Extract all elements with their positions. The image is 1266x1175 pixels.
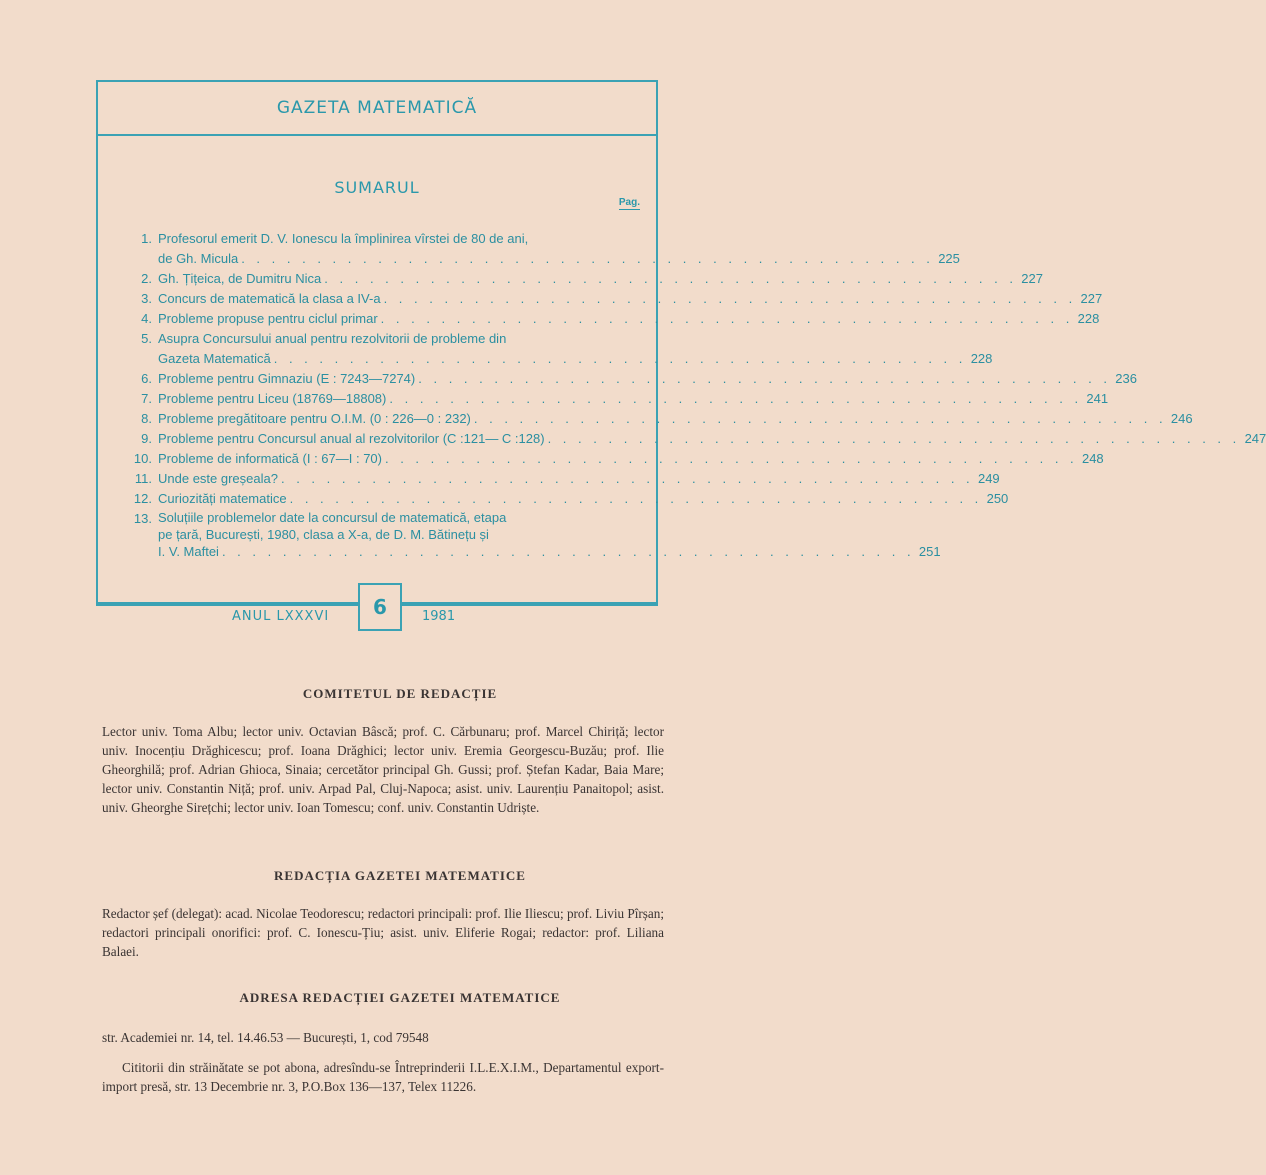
toc-item-title: Probleme pentru Liceu (18769—18808) bbox=[158, 391, 387, 406]
toc-item-number: 6. bbox=[141, 371, 152, 386]
toc-item-number: 10. bbox=[133, 451, 152, 466]
toc-leader-dots bbox=[271, 349, 967, 369]
toc-item-number: 2. bbox=[141, 271, 152, 286]
toc-leader-dots bbox=[278, 469, 974, 489]
toc-item-page: 247 bbox=[1244, 431, 1266, 446]
toc-item-page: 236 bbox=[1115, 371, 1137, 386]
toc-item-number: 9. bbox=[141, 431, 152, 446]
toc-item bbox=[120, 309, 1100, 329]
toc-leader-dots bbox=[545, 429, 1241, 449]
toc-item-page: 227 bbox=[1021, 271, 1043, 286]
toc-leader-dots bbox=[415, 369, 1111, 389]
journal-title: GAZETA MATEMATICĂ bbox=[98, 82, 656, 136]
toc-item-number: 13. bbox=[133, 511, 152, 526]
toc-item bbox=[120, 469, 1000, 489]
toc-leader-dots bbox=[378, 309, 1074, 329]
toc-item bbox=[120, 489, 1009, 509]
toc-item-title: Gh. Țițeica, de Dumitru Nica bbox=[158, 271, 322, 286]
committee-title: COMITETUL DE REDACȚIE bbox=[302, 686, 498, 701]
toc-item-number: 7. bbox=[141, 391, 152, 406]
volume-label: ANUL LXXXVI bbox=[232, 609, 330, 624]
editorial-title: REDACȚIA GAZETEI MATEMATICE bbox=[274, 868, 526, 883]
toc-item-title: I. V. Maftei bbox=[158, 544, 219, 559]
toc-item bbox=[120, 289, 1103, 309]
toc-leader-dots bbox=[321, 269, 1017, 289]
toc-item-title: Profesorul emerit D. V. Ionescu la împlinirea vîrstei de 80 de ani, bbox=[158, 231, 529, 246]
toc-item-number: 12. bbox=[133, 491, 152, 506]
contents-box bbox=[96, 80, 1266, 604]
toc-item-page: 227 bbox=[1080, 291, 1103, 306]
toc-item-number: 4. bbox=[141, 311, 152, 326]
toc-item-page: 241 bbox=[1086, 391, 1109, 406]
toc-item-title: Asupra Concursului anual pentru rezolvitorii de probleme din bbox=[158, 331, 507, 346]
toc-item-page: 248 bbox=[1081, 451, 1104, 466]
toc-item bbox=[120, 449, 1104, 469]
page-column-label: Pag. bbox=[618, 197, 640, 208]
toc-item-title: Unde este greșeala? bbox=[158, 471, 278, 486]
toc-item-page: 228 bbox=[1077, 311, 1100, 326]
toc-item-number: 3. bbox=[141, 291, 152, 306]
toc-item-page: 249 bbox=[977, 471, 1000, 486]
issue-year: 1981 bbox=[422, 609, 456, 624]
toc-leader-dots bbox=[381, 289, 1077, 309]
toc-item-page: 250 bbox=[986, 491, 1009, 506]
toc-item-number: 11. bbox=[134, 471, 152, 486]
summary-title: SUMARUL bbox=[334, 178, 420, 197]
toc-item-title: Probleme propuse pentru ciclul primar bbox=[158, 311, 378, 326]
toc-item-page: 251 bbox=[918, 544, 941, 559]
toc-leader-dots bbox=[287, 489, 983, 509]
toc-item-title: de Gh. Micula bbox=[158, 251, 239, 266]
toc-item bbox=[120, 229, 960, 269]
toc-leader-dots bbox=[238, 249, 934, 269]
toc-leader-dots bbox=[219, 543, 915, 560]
toc-item-title: Probleme pentru Concursul anual al rezolvitorilor (C :121— C :128) bbox=[158, 431, 545, 446]
toc-item-title: Gazeta Matematică bbox=[158, 351, 271, 366]
abroad-subscription-text: Cititorii din străinătate se pot abona, adresîndu-se Întreprinderii I.L.E.X.I.M., Departamentul export-import presă, str. 13 Decembrie nr. 3, P.O.Box 136—137, Telex 11226. bbox=[102, 1060, 664, 1094]
toc-item-number: 1. bbox=[141, 231, 152, 246]
toc-item-number: 5. bbox=[141, 331, 152, 346]
toc-item-title: pe țară, București, 1980, clasa a X-a, de D. M. Bătinețu și bbox=[158, 527, 489, 542]
toc-item-title: Curiozități matematice bbox=[158, 491, 287, 506]
toc-item bbox=[120, 409, 1193, 429]
toc-item-page: 228 bbox=[970, 351, 993, 366]
toc-item bbox=[120, 389, 1109, 409]
toc-item bbox=[120, 509, 941, 560]
toc-leader-dots bbox=[386, 389, 1082, 409]
address-title: ADRESA REDACȚIEI GAZETEI MATEMATICE bbox=[239, 990, 561, 1005]
toc-item bbox=[120, 329, 993, 369]
toc-leader-dots bbox=[471, 409, 1167, 429]
issue-row bbox=[96, 597, 658, 631]
toc-item-title: Probleme pentru Gimnaziu (E : 7243—7274) bbox=[158, 371, 416, 386]
toc-item-title: Probleme de informatică (I : 67—I : 70) bbox=[158, 451, 382, 466]
toc-item bbox=[120, 429, 1266, 449]
toc-item-page: 246 bbox=[1170, 411, 1193, 426]
address-line: str. Academiei nr. 14, tel. 14.46.53 — București, 1, cod 79548 bbox=[102, 1030, 429, 1045]
issue-number: 6 bbox=[358, 583, 402, 631]
toc-item-title: Soluțiile problemelor date la concursul de matematică, etapa bbox=[158, 510, 507, 525]
toc-item-number: 8. bbox=[141, 411, 152, 426]
toc-item bbox=[120, 369, 1137, 389]
toc-leader-dots bbox=[382, 449, 1078, 469]
table-of-contents bbox=[120, 229, 1266, 560]
toc-item-title: Probleme pregătitoare pentru O.I.M. (0 : 226—0 : 232) bbox=[158, 411, 471, 426]
editorial-text: Redactor șef (delegat): acad. Nicolae Teodorescu; redactori principali: prof. Ilie Iliescu; prof. Liviu Pîrșan; redactori principali onorifici: prof. C. Ionescu-Țiu; asist. univ. Eliferie Rogai; redactor: prof. Liliana Balaei. bbox=[102, 906, 665, 959]
committee-text: Lector univ. Toma Albu; lector univ. Octavian Bâscă; prof. C. Cărbunaru; prof. Marcel Chiriță; lector univ. Inocențiu Drăghicescu; prof. Ioana Drăghici; lector univ. Eremia Georgescu-Buzău; prof. Ilie Gheorghilă; prof. Adrian Ghioca, Sinaia; cercetător principal Gh. Gussi; prof. Ștefan Kadar, Baia Mare; lector univ. Constantin Niță; prof. univ. Arpad Pal, Cluj-Napoca; asist. univ. Laurențiu Panaitopol; asist. univ. Gheorghe Sirețchi; lector univ. Ioan Tomescu; conf. univ. Constantin Udriște. bbox=[102, 724, 664, 815]
toc-item bbox=[120, 269, 1043, 289]
toc-item-page: 225 bbox=[938, 251, 960, 266]
toc-item-title: Concurs de matematică la clasa a IV-a bbox=[158, 291, 381, 306]
